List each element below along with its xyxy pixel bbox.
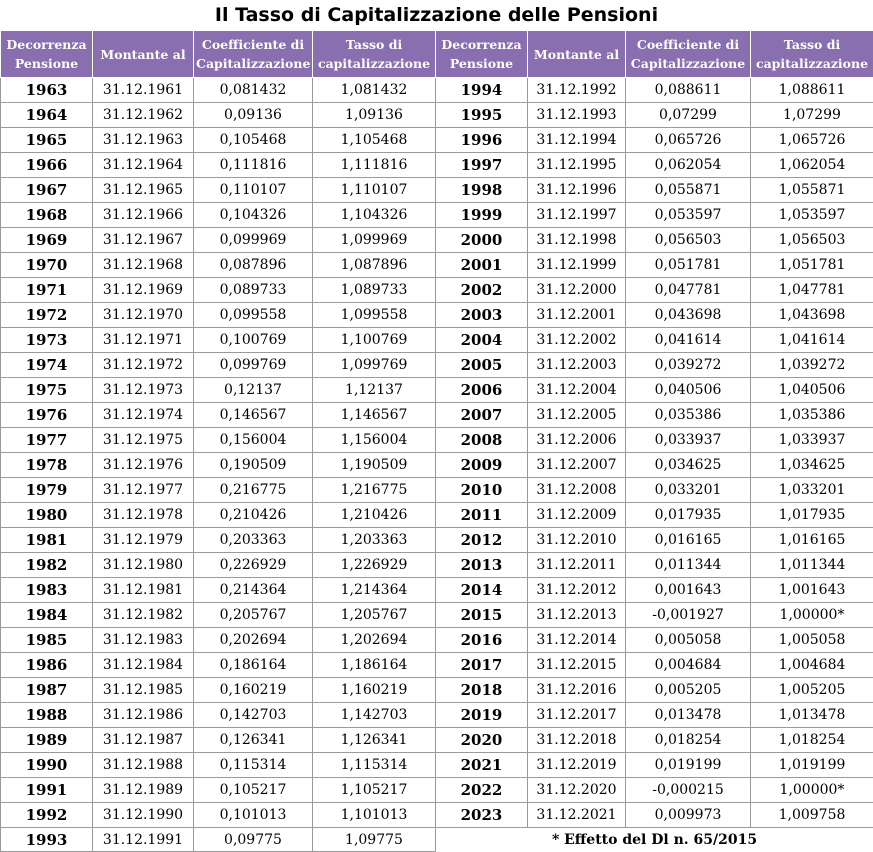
year-cell: 1972 <box>1 303 93 328</box>
tasso-cell: 1,011344 <box>751 553 873 578</box>
year-cell: 2021 <box>436 753 528 778</box>
montante-cell: 31.12.1976 <box>93 453 194 478</box>
year-cell: 2008 <box>436 428 528 453</box>
capitalization-table <box>0 30 873 852</box>
year-cell: 2023 <box>436 803 528 828</box>
coefficiente-cell: 0,126341 <box>194 728 313 753</box>
montante-cell: 31.12.2017 <box>528 703 626 728</box>
year-cell: 1986 <box>1 653 93 678</box>
montante-cell: 31.12.1974 <box>93 403 194 428</box>
coefficiente-cell: 0,110107 <box>194 178 313 203</box>
montante-cell: 31.12.1975 <box>93 428 194 453</box>
header-tasso-right: Tasso di capitalizzazione <box>751 31 873 78</box>
tasso-cell: 1,203363 <box>313 528 436 553</box>
tasso-cell: 1,205767 <box>313 603 436 628</box>
year-cell: 1978 <box>1 453 93 478</box>
tasso-cell: 1,190509 <box>313 453 436 478</box>
year-cell: 2018 <box>436 678 528 703</box>
table-row <box>1 553 873 578</box>
year-cell: 1990 <box>1 753 93 778</box>
coefficiente-cell: 0,203363 <box>194 528 313 553</box>
table-row <box>1 303 873 328</box>
year-cell: 2009 <box>436 453 528 478</box>
tasso-cell: 1,216775 <box>313 478 436 503</box>
header-decorrenza-left: Decorrenza Pensione <box>1 31 93 78</box>
coefficiente-cell: 0,013478 <box>626 703 751 728</box>
montante-cell: 31.12.1994 <box>528 128 626 153</box>
header-montante-right: Montante al <box>528 31 626 78</box>
coefficiente-cell: 0,205767 <box>194 603 313 628</box>
year-cell: 1997 <box>436 153 528 178</box>
tasso-cell: 1,100769 <box>313 328 436 353</box>
year-cell: 1977 <box>1 428 93 453</box>
tasso-cell: 1,104326 <box>313 203 436 228</box>
coefficiente-cell: 0,146567 <box>194 403 313 428</box>
table-row <box>1 253 873 278</box>
year-cell: 2005 <box>436 353 528 378</box>
year-cell: 1970 <box>1 253 93 278</box>
table-row <box>1 103 873 128</box>
coefficiente-cell: 0,005058 <box>626 628 751 653</box>
year-cell: 2016 <box>436 628 528 653</box>
year-cell: 1983 <box>1 578 93 603</box>
year-cell: 1979 <box>1 478 93 503</box>
header-montante-left: Montante al <box>93 31 194 78</box>
coefficiente-cell: 0,186164 <box>194 653 313 678</box>
montante-cell: 31.12.1991 <box>93 828 194 852</box>
montante-cell: 31.12.1977 <box>93 478 194 503</box>
coefficiente-cell: 0,07299 <box>626 103 751 128</box>
year-cell: 1993 <box>1 828 93 852</box>
year-cell: 1985 <box>1 628 93 653</box>
tasso-cell: 1,00000* <box>751 778 873 803</box>
tasso-cell: 1,047781 <box>751 278 873 303</box>
tasso-cell: 1,210426 <box>313 503 436 528</box>
coefficiente-cell: 0,088611 <box>626 78 751 103</box>
coefficiente-cell: 0,047781 <box>626 278 751 303</box>
table-row <box>1 528 873 553</box>
year-cell: 1975 <box>1 378 93 403</box>
montante-cell: 31.12.1985 <box>93 678 194 703</box>
coefficiente-cell: 0,017935 <box>626 503 751 528</box>
year-cell: 1964 <box>1 103 93 128</box>
montante-cell: 31.12.2005 <box>528 403 626 428</box>
tasso-cell: 1,099769 <box>313 353 436 378</box>
tasso-cell: 1,034625 <box>751 453 873 478</box>
year-cell: 1984 <box>1 603 93 628</box>
montante-cell: 31.12.2014 <box>528 628 626 653</box>
coefficiente-cell: 0,216775 <box>194 478 313 503</box>
coefficiente-cell: 0,011344 <box>626 553 751 578</box>
coefficiente-cell: 0,001643 <box>626 578 751 603</box>
year-cell: 2011 <box>436 503 528 528</box>
montante-cell: 31.12.2010 <box>528 528 626 553</box>
montante-cell: 31.12.2001 <box>528 303 626 328</box>
tasso-cell: 1,088611 <box>751 78 873 103</box>
tasso-cell: 1,226929 <box>313 553 436 578</box>
header-coefficiente-right: Coefficiente di Capitalizzazione <box>626 31 751 78</box>
header-row <box>1 31 873 78</box>
tasso-cell: 1,053597 <box>751 203 873 228</box>
tasso-cell: 1,035386 <box>751 403 873 428</box>
montante-cell: 31.12.2019 <box>528 753 626 778</box>
montante-cell: 31.12.2007 <box>528 453 626 478</box>
year-cell: 2019 <box>436 703 528 728</box>
year-cell: 2001 <box>436 253 528 278</box>
montante-cell: 31.12.1992 <box>528 78 626 103</box>
table-row <box>1 828 873 852</box>
year-cell: 2017 <box>436 653 528 678</box>
year-cell: 1988 <box>1 703 93 728</box>
tasso-cell: 1,055871 <box>751 178 873 203</box>
table-row <box>1 353 873 378</box>
tasso-cell: 1,156004 <box>313 428 436 453</box>
table-row <box>1 753 873 778</box>
montante-cell: 31.12.1989 <box>93 778 194 803</box>
montante-cell: 31.12.2016 <box>528 678 626 703</box>
coefficiente-cell: 0,053597 <box>626 203 751 228</box>
tasso-cell: 1,005058 <box>751 628 873 653</box>
tasso-cell: 1,039272 <box>751 353 873 378</box>
coefficiente-cell: -0,000215 <box>626 778 751 803</box>
table-row <box>1 178 873 203</box>
tasso-cell: 1,004684 <box>751 653 873 678</box>
coefficiente-cell: 0,115314 <box>194 753 313 778</box>
year-cell: 1965 <box>1 128 93 153</box>
year-cell: 2006 <box>436 378 528 403</box>
coefficiente-cell: 0,202694 <box>194 628 313 653</box>
tasso-cell: 1,056503 <box>751 228 873 253</box>
year-cell: 1967 <box>1 178 93 203</box>
table-row <box>1 653 873 678</box>
table-row <box>1 153 873 178</box>
table-row <box>1 378 873 403</box>
montante-cell: 31.12.1965 <box>93 178 194 203</box>
year-cell: 1971 <box>1 278 93 303</box>
coefficiente-cell: 0,111816 <box>194 153 313 178</box>
table-row <box>1 503 873 528</box>
tasso-cell: 1,160219 <box>313 678 436 703</box>
montante-cell: 31.12.1970 <box>93 303 194 328</box>
montante-cell: 31.12.1962 <box>93 103 194 128</box>
table-row <box>1 228 873 253</box>
montante-cell: 31.12.1971 <box>93 328 194 353</box>
year-cell: 2012 <box>436 528 528 553</box>
tasso-cell: 1,033937 <box>751 428 873 453</box>
table-row <box>1 628 873 653</box>
montante-cell: 31.12.2012 <box>528 578 626 603</box>
coefficiente-cell: -0,001927 <box>626 603 751 628</box>
coefficiente-cell: 0,009973 <box>626 803 751 828</box>
montante-cell: 31.12.1963 <box>93 128 194 153</box>
header-decorrenza-right: Decorrenza Pensione <box>436 31 528 78</box>
coefficiente-cell: 0,214364 <box>194 578 313 603</box>
coefficiente-cell: 0,041614 <box>626 328 751 353</box>
table-row <box>1 453 873 478</box>
montante-cell: 31.12.2009 <box>528 503 626 528</box>
tasso-cell: 1,081432 <box>313 78 436 103</box>
coefficiente-cell: 0,105468 <box>194 128 313 153</box>
tasso-cell: 1,142703 <box>313 703 436 728</box>
year-cell: 2014 <box>436 578 528 603</box>
coefficiente-cell: 0,142703 <box>194 703 313 728</box>
tasso-cell: 1,146567 <box>313 403 436 428</box>
year-cell: 2002 <box>436 278 528 303</box>
tasso-cell: 1,033201 <box>751 478 873 503</box>
year-cell: 1974 <box>1 353 93 378</box>
table-row <box>1 728 873 753</box>
tasso-cell: 1,105468 <box>313 128 436 153</box>
year-cell: 2007 <box>436 403 528 428</box>
coefficiente-cell: 0,051781 <box>626 253 751 278</box>
montante-cell: 31.12.1972 <box>93 353 194 378</box>
tasso-cell: 1,018254 <box>751 728 873 753</box>
tasso-cell: 1,186164 <box>313 653 436 678</box>
table-row <box>1 78 873 103</box>
tasso-cell: 1,009758 <box>751 803 873 828</box>
montante-cell: 31.12.1979 <box>93 528 194 553</box>
coefficiente-cell: 0,019199 <box>626 753 751 778</box>
tasso-cell: 1,099969 <box>313 228 436 253</box>
tasso-cell: 1,040506 <box>751 378 873 403</box>
coefficiente-cell: 0,056503 <box>626 228 751 253</box>
tasso-cell: 1,110107 <box>313 178 436 203</box>
montante-cell: 31.12.2021 <box>528 803 626 828</box>
coefficiente-cell: 0,101013 <box>194 803 313 828</box>
header-coefficiente-left: Coefficiente di Capitalizzazione <box>194 31 313 78</box>
tasso-cell: 1,09136 <box>313 103 436 128</box>
montante-cell: 31.12.1999 <box>528 253 626 278</box>
montante-cell: 31.12.2004 <box>528 378 626 403</box>
montante-cell: 31.12.1993 <box>528 103 626 128</box>
tasso-cell: 1,065726 <box>751 128 873 153</box>
year-cell: 2020 <box>436 728 528 753</box>
montante-cell: 31.12.2013 <box>528 603 626 628</box>
year-cell: 2015 <box>436 603 528 628</box>
montante-cell: 31.12.1995 <box>528 153 626 178</box>
year-cell: 1987 <box>1 678 93 703</box>
coefficiente-cell: 0,033937 <box>626 428 751 453</box>
montante-cell: 31.12.1968 <box>93 253 194 278</box>
coefficiente-cell: 0,065726 <box>626 128 751 153</box>
year-cell: 1992 <box>1 803 93 828</box>
montante-cell: 31.12.1981 <box>93 578 194 603</box>
montante-cell: 31.12.2002 <box>528 328 626 353</box>
tasso-cell: 1,126341 <box>313 728 436 753</box>
year-cell: 1991 <box>1 778 93 803</box>
tasso-cell: 1,111816 <box>313 153 436 178</box>
coefficiente-cell: 0,089733 <box>194 278 313 303</box>
year-cell: 1973 <box>1 328 93 353</box>
montante-cell: 31.12.1980 <box>93 553 194 578</box>
header-tasso-left: Tasso di capitalizzazione <box>313 31 436 78</box>
coefficiente-cell: 0,226929 <box>194 553 313 578</box>
montante-cell: 31.12.2015 <box>528 653 626 678</box>
montante-cell: 31.12.1961 <box>93 78 194 103</box>
montante-cell: 31.12.2020 <box>528 778 626 803</box>
montante-cell: 31.12.2006 <box>528 428 626 453</box>
coefficiente-cell: 0,210426 <box>194 503 313 528</box>
tasso-cell: 1,101013 <box>313 803 436 828</box>
coefficiente-cell: 0,105217 <box>194 778 313 803</box>
montante-cell: 31.12.2008 <box>528 478 626 503</box>
tasso-cell: 1,005205 <box>751 678 873 703</box>
montante-cell: 31.12.1964 <box>93 153 194 178</box>
coefficiente-cell: 0,040506 <box>626 378 751 403</box>
tasso-cell: 1,013478 <box>751 703 873 728</box>
montante-cell: 31.12.2000 <box>528 278 626 303</box>
coefficiente-cell: 0,016165 <box>626 528 751 553</box>
tasso-cell: 1,07299 <box>751 103 873 128</box>
year-cell: 2013 <box>436 553 528 578</box>
tasso-cell: 1,051781 <box>751 253 873 278</box>
tasso-cell: 1,089733 <box>313 278 436 303</box>
year-cell: 2022 <box>436 778 528 803</box>
coefficiente-cell: 0,087896 <box>194 253 313 278</box>
page-title: Il Tasso di Capitalizzazione delle Pensioni <box>0 0 873 30</box>
table-row <box>1 428 873 453</box>
coefficiente-cell: 0,160219 <box>194 678 313 703</box>
table-row <box>1 578 873 603</box>
montante-cell: 31.12.1966 <box>93 203 194 228</box>
year-cell: 1980 <box>1 503 93 528</box>
montante-cell: 31.12.2011 <box>528 553 626 578</box>
tasso-cell: 1,00000* <box>751 603 873 628</box>
coefficiente-cell: 0,055871 <box>626 178 751 203</box>
tasso-cell: 1,041614 <box>751 328 873 353</box>
coefficiente-cell: 0,035386 <box>626 403 751 428</box>
tasso-cell: 1,016165 <box>751 528 873 553</box>
year-cell: 1999 <box>436 203 528 228</box>
montante-cell: 31.12.1967 <box>93 228 194 253</box>
montante-cell: 31.12.1969 <box>93 278 194 303</box>
coefficiente-cell: 0,081432 <box>194 78 313 103</box>
coefficiente-cell: 0,09136 <box>194 103 313 128</box>
year-cell: 1982 <box>1 553 93 578</box>
year-cell: 1963 <box>1 78 93 103</box>
tasso-cell: 1,087896 <box>313 253 436 278</box>
year-cell: 1989 <box>1 728 93 753</box>
table-row <box>1 803 873 828</box>
tasso-cell: 1,001643 <box>751 578 873 603</box>
table-row <box>1 603 873 628</box>
year-cell: 1968 <box>1 203 93 228</box>
coefficiente-cell: 0,190509 <box>194 453 313 478</box>
coefficiente-cell: 0,09775 <box>194 828 313 852</box>
coefficiente-cell: 0,099769 <box>194 353 313 378</box>
coefficiente-cell: 0,039272 <box>626 353 751 378</box>
coefficiente-cell: 0,005205 <box>626 678 751 703</box>
tasso-cell: 1,214364 <box>313 578 436 603</box>
montante-cell: 31.12.1984 <box>93 653 194 678</box>
montante-cell: 31.12.1990 <box>93 803 194 828</box>
table-row <box>1 678 873 703</box>
coefficiente-cell: 0,099558 <box>194 303 313 328</box>
table-row <box>1 403 873 428</box>
montante-cell: 31.12.1987 <box>93 728 194 753</box>
coefficiente-cell: 0,12137 <box>194 378 313 403</box>
coefficiente-cell: 0,018254 <box>626 728 751 753</box>
tasso-cell: 1,062054 <box>751 153 873 178</box>
montante-cell: 31.12.1973 <box>93 378 194 403</box>
montante-cell: 31.12.1986 <box>93 703 194 728</box>
coefficiente-cell: 0,104326 <box>194 203 313 228</box>
tasso-cell: 1,12137 <box>313 378 436 403</box>
montante-cell: 31.12.1996 <box>528 178 626 203</box>
table-row <box>1 278 873 303</box>
montante-cell: 31.12.1983 <box>93 628 194 653</box>
table-row <box>1 128 873 153</box>
table-body <box>1 78 873 852</box>
tasso-cell: 1,043698 <box>751 303 873 328</box>
year-cell: 1995 <box>436 103 528 128</box>
table-row <box>1 203 873 228</box>
year-cell: 1969 <box>1 228 93 253</box>
montante-cell: 31.12.1978 <box>93 503 194 528</box>
coefficiente-cell: 0,156004 <box>194 428 313 453</box>
year-cell: 2000 <box>436 228 528 253</box>
montante-cell: 31.12.1988 <box>93 753 194 778</box>
year-cell: 2004 <box>436 328 528 353</box>
tasso-cell: 1,099558 <box>313 303 436 328</box>
tasso-cell: 1,017935 <box>751 503 873 528</box>
year-cell: 1996 <box>436 128 528 153</box>
year-cell: 1976 <box>1 403 93 428</box>
coefficiente-cell: 0,100769 <box>194 328 313 353</box>
tasso-cell: 1,202694 <box>313 628 436 653</box>
tasso-cell: 1,09775 <box>313 828 436 852</box>
coefficiente-cell: 0,033201 <box>626 478 751 503</box>
table-row <box>1 778 873 803</box>
coefficiente-cell: 0,034625 <box>626 453 751 478</box>
table-row <box>1 328 873 353</box>
montante-cell: 31.12.2018 <box>528 728 626 753</box>
coefficiente-cell: 0,004684 <box>626 653 751 678</box>
year-cell: 1966 <box>1 153 93 178</box>
year-cell: 1998 <box>436 178 528 203</box>
tasso-cell: 1,105217 <box>313 778 436 803</box>
coefficiente-cell: 0,062054 <box>626 153 751 178</box>
footnote: * Effetto del Dl n. 65/2015 <box>436 828 873 852</box>
year-cell: 2003 <box>436 303 528 328</box>
year-cell: 2010 <box>436 478 528 503</box>
coefficiente-cell: 0,099969 <box>194 228 313 253</box>
montante-cell: 31.12.1982 <box>93 603 194 628</box>
coefficiente-cell: 0,043698 <box>626 303 751 328</box>
year-cell: 1981 <box>1 528 93 553</box>
tasso-cell: 1,019199 <box>751 753 873 778</box>
montante-cell: 31.12.1997 <box>528 203 626 228</box>
table-row <box>1 703 873 728</box>
year-cell: 1994 <box>436 78 528 103</box>
montante-cell: 31.12.2003 <box>528 353 626 378</box>
montante-cell: 31.12.1998 <box>528 228 626 253</box>
tasso-cell: 1,115314 <box>313 753 436 778</box>
table-row <box>1 478 873 503</box>
